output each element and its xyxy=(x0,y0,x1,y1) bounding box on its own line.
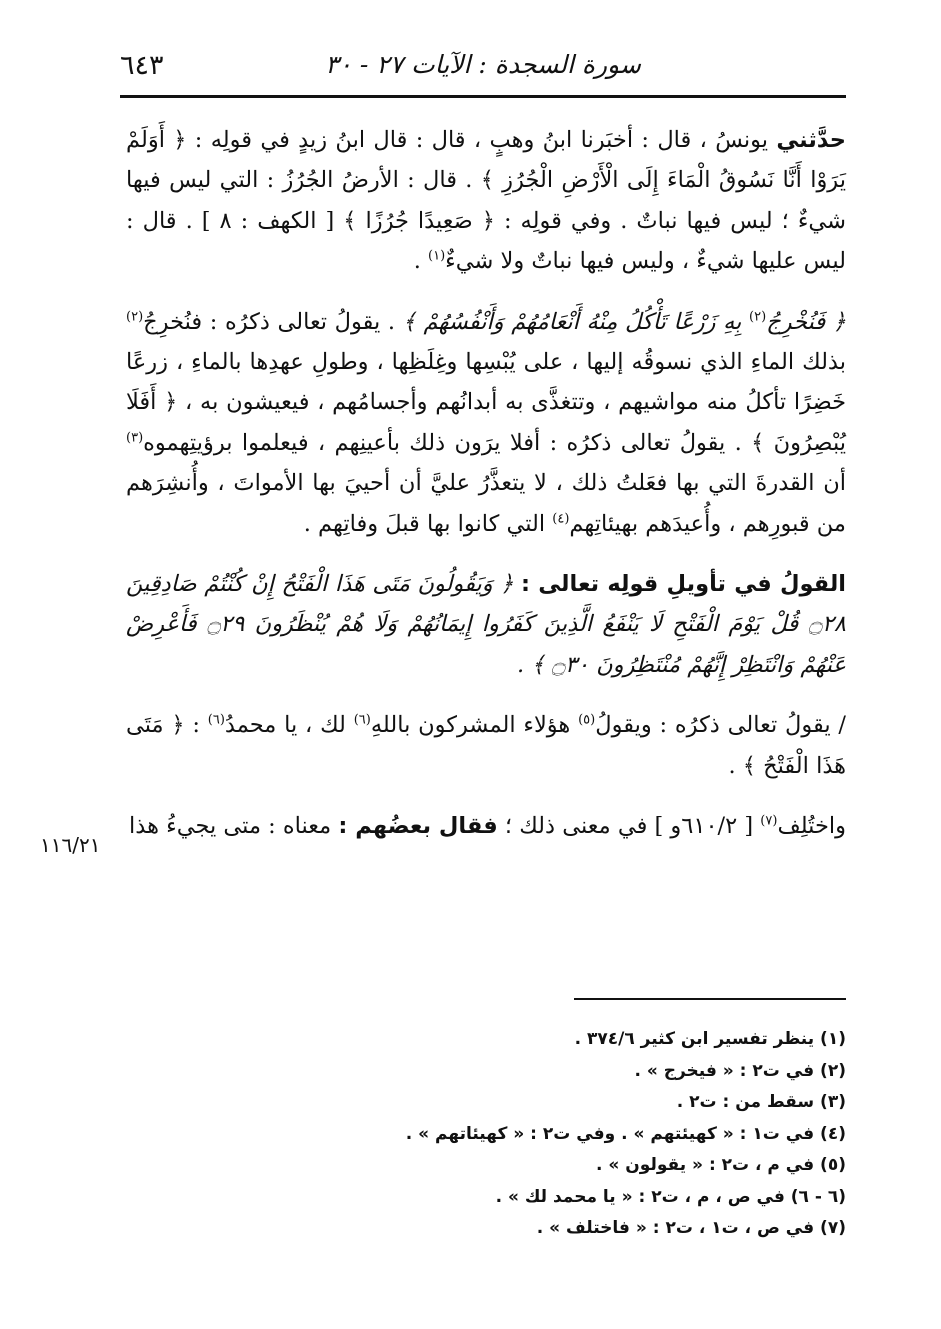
paragraph-2 xyxy=(126,302,846,544)
footnote-ref: (٥) xyxy=(578,712,596,728)
footnote-ref: (٦) xyxy=(353,712,371,728)
footnote-ref: (٣) xyxy=(126,430,144,446)
paragraph-text: : ﴿ مَتَى هَذَا الْفَتْحُ ﴾ . xyxy=(126,712,846,779)
main-text xyxy=(126,120,846,867)
footnote: (٥) في م ، ت٢ : « يقولون » . xyxy=(596,1155,846,1175)
footnote-ref: (١) xyxy=(428,248,446,264)
footnote: (٣) سقط من : ت٢ . xyxy=(676,1092,846,1112)
paragraph-text: لك ، يا محمدُ xyxy=(224,712,354,739)
paragraph-text: يونسُ ، قال : أخبَرنا ابنُ وهبٍ ، قال : قال ابنُ زيدٍ في قولِه : ﴿ أَوَلَمْ يَرَوْا أَنَّا نَسُوقُ الْمَاءَ إِلَى الْأَرْضِ الْجُرُزِ ﴾ . قال : الأرضُ الجُرُزُ : التي ليس فيها شيءٌ ؛ ليس فيها نباتٌ . وفي قولِه : ﴿ صَعِيدًا جُرُزًا ﴾ [ الكهف : ٨ ] . قال : ليس عليها شيءٌ ، وليس فيها نباتٌ ولا شيءٌ xyxy=(126,127,847,275)
footnote-ref: (٦) xyxy=(207,712,225,728)
paragraph-text: التي كانوا بها قبلَ وفاتِهم . xyxy=(303,510,553,537)
footnote: (٤) في ت١ : « كهيئتهم » . وفي ت٢ : « كهيئاتهم » . xyxy=(405,1123,846,1144)
footnote: (١) ينظر تفسير ابن كثير ٣٧٤/٦ . xyxy=(574,1029,846,1049)
paragraph-text: واختُلِف xyxy=(777,813,846,840)
page-header xyxy=(120,36,846,98)
footnote-ref: (٤) xyxy=(552,511,570,527)
paragraph-text: . xyxy=(413,248,429,275)
footnotes xyxy=(300,1024,846,1245)
paragraph-text: هؤلاء المشركون باللهِ xyxy=(370,712,579,739)
footnote-rule xyxy=(574,998,846,1000)
paragraph-lead: فقال بعضُهم : xyxy=(338,813,498,840)
footnote-ref: (٢) xyxy=(749,309,767,325)
margin-reference: ١١٦/٢١ xyxy=(40,833,101,857)
footnote: (٢) في ت٢ : « فيخرج » . xyxy=(634,1060,846,1081)
paragraph-4 xyxy=(126,705,846,786)
paragraph-5 xyxy=(126,806,846,846)
paragraph-text: معناه : متى يجيءُ هذا xyxy=(129,813,339,840)
paragraph-text: . يقولُ تعالى ذكرُه : فنُخرِجُ xyxy=(143,308,403,335)
footnote: (٦ - ٦) في ص ، م ، ت٢ : « يا محمد لك » . xyxy=(495,1186,846,1207)
footnote-ref: (٧) xyxy=(760,813,778,829)
paragraph-text: [ ٦١٠/٢و ] في معنى ذلك ؛ xyxy=(497,813,761,840)
quran-quote: بِهِ زَرْعًا تَأْكُلُ مِنْهُ أَنْعَامُهُمْ وَأَنْفُسُهُمْ ﴾ xyxy=(402,308,750,335)
paragraph-text: بذلك الماءِ الذي نسوقُه إليها ، على يُبْسِها وغِلَظِها ، وطولِ عهدِها بالماءِ ، زرعًا خَضِرًا تأكلُ منه مواشيهم ، وتتغذَّى به أبدانُهم وأجسامُهم ، فيعيشون به ، ﴿ أَفَلَا يُبْصِرُونَ ﴾ . يقولُ تعالى ذكرُه : أفلا يرَون ذلك بأعينِهم ، فيعلموا برؤيتِهموه xyxy=(126,349,846,456)
paragraph-1 xyxy=(126,120,846,282)
section-heading: القولُ في تأويلِ قولِه تعالى : xyxy=(521,571,846,598)
paragraph-text: / يقولُ تعالى ذكرُه : ويقولُ xyxy=(595,712,846,739)
footnote-ref: (٢) xyxy=(126,309,144,325)
quran-quote: ﴿ وَيَقُولُونَ مَتَى هَذَا الْفَتْحُ إِنْ كُنْتُمْ صَادِقِينَ ۝٢٨ قُلْ يَوْمَ الْفَتْحِ لَا يَنْفَعُ الَّذِينَ كَفَرُوا إِيمَانُهُمْ وَلَا هُمْ يُنْظَرُونَ ۝٢٩ فَأَعْرِضْ عَنْهُمْ وَانْتَظِرْ إِنَّهُمْ مُنْتَظِرُونَ ۝٣٠ ﴾ . xyxy=(126,571,846,678)
page-number: ٦٤٣ xyxy=(120,50,164,81)
paragraph-3 xyxy=(126,564,846,685)
paragraph-lead: حدَّثني xyxy=(776,127,847,153)
footnote: (٧) في ص ، ت١ ، ت٢ : « فاختلف » . xyxy=(536,1218,846,1238)
quran-quote: ﴿ فَنُخْرِجُ xyxy=(766,308,846,335)
paragraph-text: أن القدرةَ التي بها فعَلتُ ذلك ، لا يتعذَّرُ عليَّ أن أحييَ بها الأمواتَ ، وأُنشِرَهم من قبورِهم ، وأُعيدَهم بهيئاتِهم xyxy=(126,470,846,537)
running-title: سورة السجدة : الآيات ٢٧ - ٣٠ xyxy=(325,50,641,79)
header-rule xyxy=(120,95,846,98)
